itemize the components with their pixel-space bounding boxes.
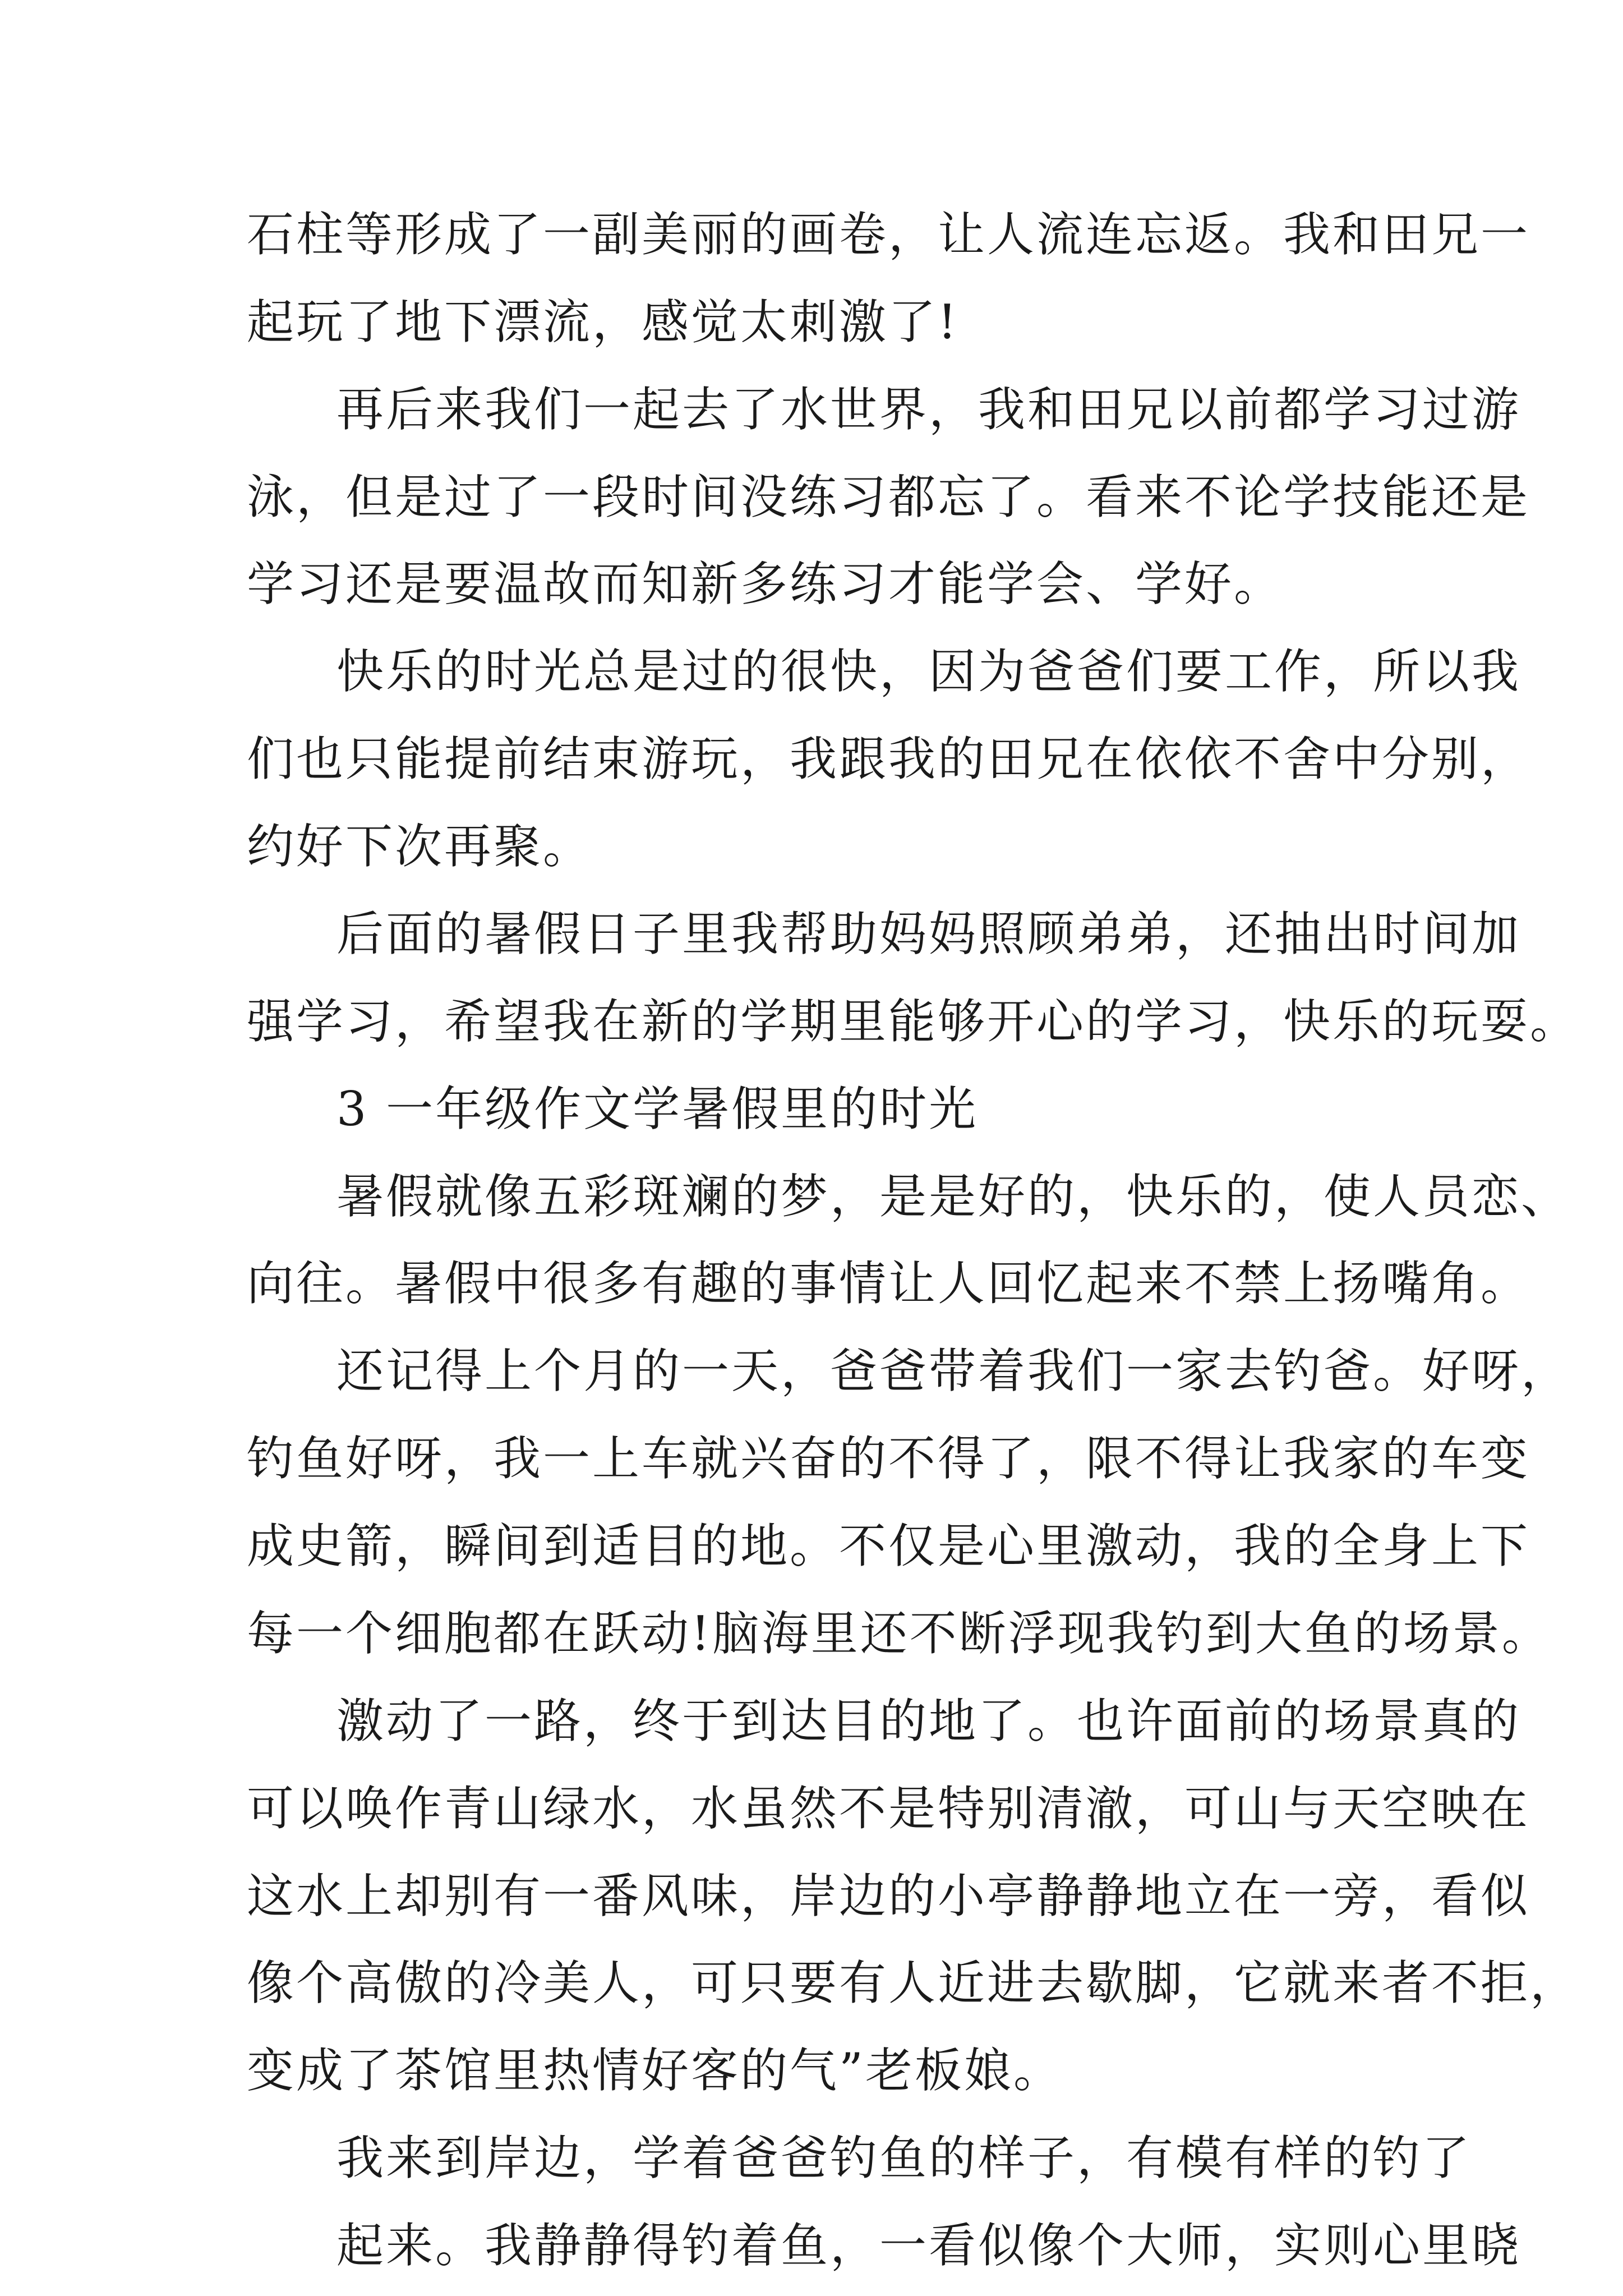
text-line: 约好下次再聚。 [247,819,593,874]
paragraph-start-line: 后面的暑假日子里我帮助妈妈照顾弟弟，还抽出时间加 [336,907,1521,961]
text-line: 起玩了地下漂流，感觉太刺激了! [247,295,959,349]
paragraph-start-line: 暑假就像五彩斑斓的梦，是是好的，快乐的，使人员恋、 [336,1169,1571,1224]
section-heading: 3 一年级作文学暑假里的时光 [336,1082,979,1137]
text-line: 石柱等形成了一副美丽的画卷，让人流连忘返。我和田兄一 [247,207,1530,262]
text-line: 成史箭，瞬间到适目的地。不仅是心里激动，我的全身上下 [247,1519,1530,1573]
paragraph-start-line: 激动了一路，终于到达目的地了。也许面前的场景真的 [336,1694,1521,1749]
paragraph-start-line: 还记得上个月的一天，爸爸带着我们一家去钓爸。好呀， [336,1343,1571,1398]
text-line: 起来。我静静得钓着鱼，一看似像个大师，实则心里晓 [336,2218,1521,2273]
text-line: 每一个细胞都在跃动!脑海里还不断浮现我钓到大鱼的场景。 [247,1606,1551,1661]
paragraph-start-line: 再后来我们一起去了水世界，我和田兄以前都学习过游 [336,382,1521,437]
paragraph-start-line: 快乐的时光总是过的很快，因为爸爸们要工作，所以我 [336,644,1521,699]
text-line: 钓鱼好呀，我一上车就兴奋的不得了，限不得让我家的车变 [247,1431,1530,1486]
text-line: 这水上却别有一番风味，岸边的小亭静静地立在一旁，看似 [247,1869,1530,1924]
text-line: 们也只能提前结束游玩，我跟我的田兄在依依不舍中分别， [247,731,1530,786]
text-line: 变成了茶馆里热情好客的气”老板娘。 [247,2043,1063,2098]
text-line: 像个高傲的冷美人，可只要有人近进去歇脚，它就来者不拒， [247,1955,1580,2010]
text-line: 向往。暑假中很多有趣的事情让人回忆起来不禁上扬嘴角。 [247,1256,1530,1311]
text-line: 泳，但是过了一段时间没练习都忘了。看来不论学技能还是 [247,470,1530,524]
text-line: 强学习，希望我在新的学期里能够开心的学习，快乐的玩耍。 [247,994,1580,1049]
text-line: 可以唤作青山绿水，水虽然不是特别清澈，可山与天空映在 [247,1781,1530,1836]
text-line: 学习还是要温故而知新多练习才能学会、学好。 [247,556,1284,611]
paragraph-start-line: 我来到岸边，学着爸爸钓鱼的样子，有模有样的钓了 [336,2131,1472,2185]
